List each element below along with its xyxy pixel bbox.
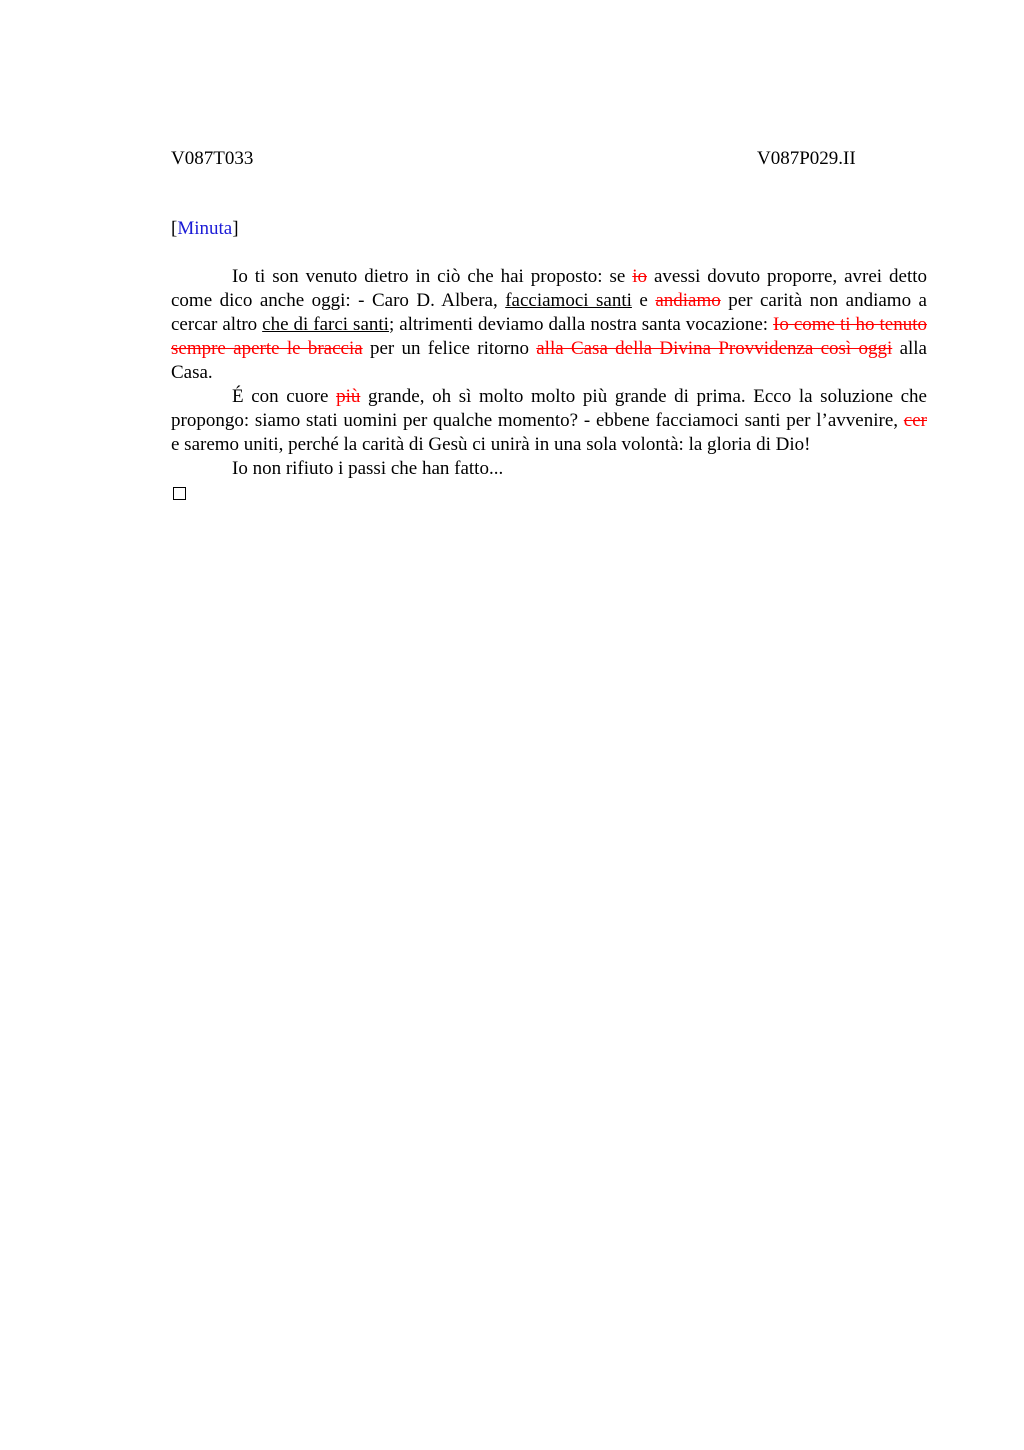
label-bracket-close: ]: [232, 218, 239, 239]
text-segment: ; altrimenti deviamo dalla nostra santa vocazione:: [388, 314, 774, 335]
text-segment: e saremo uniti, perché la carità di Gesù ci unirà in una sola volontà: la gloria di Dio!: [171, 434, 811, 455]
letter-paragraph: [171, 457, 927, 481]
text-segment: É con cuore: [232, 386, 337, 407]
deleted-text: andiamo: [655, 290, 721, 311]
deleted-text: cer: [903, 410, 927, 431]
page-code: V087P029.II: [757, 148, 856, 169]
text-segment: avessi dovuto proporre, avrei detto come dico anche oggi: - Caro D. Albera,: [171, 266, 928, 311]
underlined-text: che di farci santi: [262, 314, 389, 335]
underlined-text: facciamoci santi: [505, 290, 632, 311]
document-page: [171, 144, 927, 500]
text-segment: Io ti son venuto dietro in ciò che hai proposto: se: [232, 266, 633, 287]
document-code: V087T033: [171, 148, 254, 169]
letter-body: [171, 265, 927, 481]
letter-paragraph: [171, 265, 927, 385]
text-segment: per carità non andiamo a cercar altro: [171, 290, 927, 335]
text-segment: per un felice ritorno: [362, 338, 537, 359]
letter-paragraph: [171, 385, 927, 457]
label-bracket-open: [: [171, 218, 178, 239]
text-segment: Io non rifiuto i passi che han fatto...: [232, 458, 504, 479]
end-box-icon: [173, 487, 186, 500]
deleted-text: Io come ti ho tenuto sempre aperte le braccia: [171, 314, 927, 359]
deleted-text: io: [632, 266, 648, 287]
deleted-text: più: [336, 386, 361, 407]
text-segment: grande, oh sì molto molto più grande di prima. Ecco la soluzione che propongo: siamo stati uomini per qualche momento? - ebbene facciamoci santi per l’avvenire,: [171, 386, 927, 431]
text-segment: e: [631, 290, 656, 311]
text-segment: alla Casa.: [171, 338, 927, 383]
minuta-link[interactable]: Minuta: [177, 218, 233, 239]
document-type-label: [171, 217, 927, 241]
deleted-text: alla Casa della Divina Provvidenza così oggi: [536, 338, 893, 359]
page-header: [171, 144, 927, 170]
